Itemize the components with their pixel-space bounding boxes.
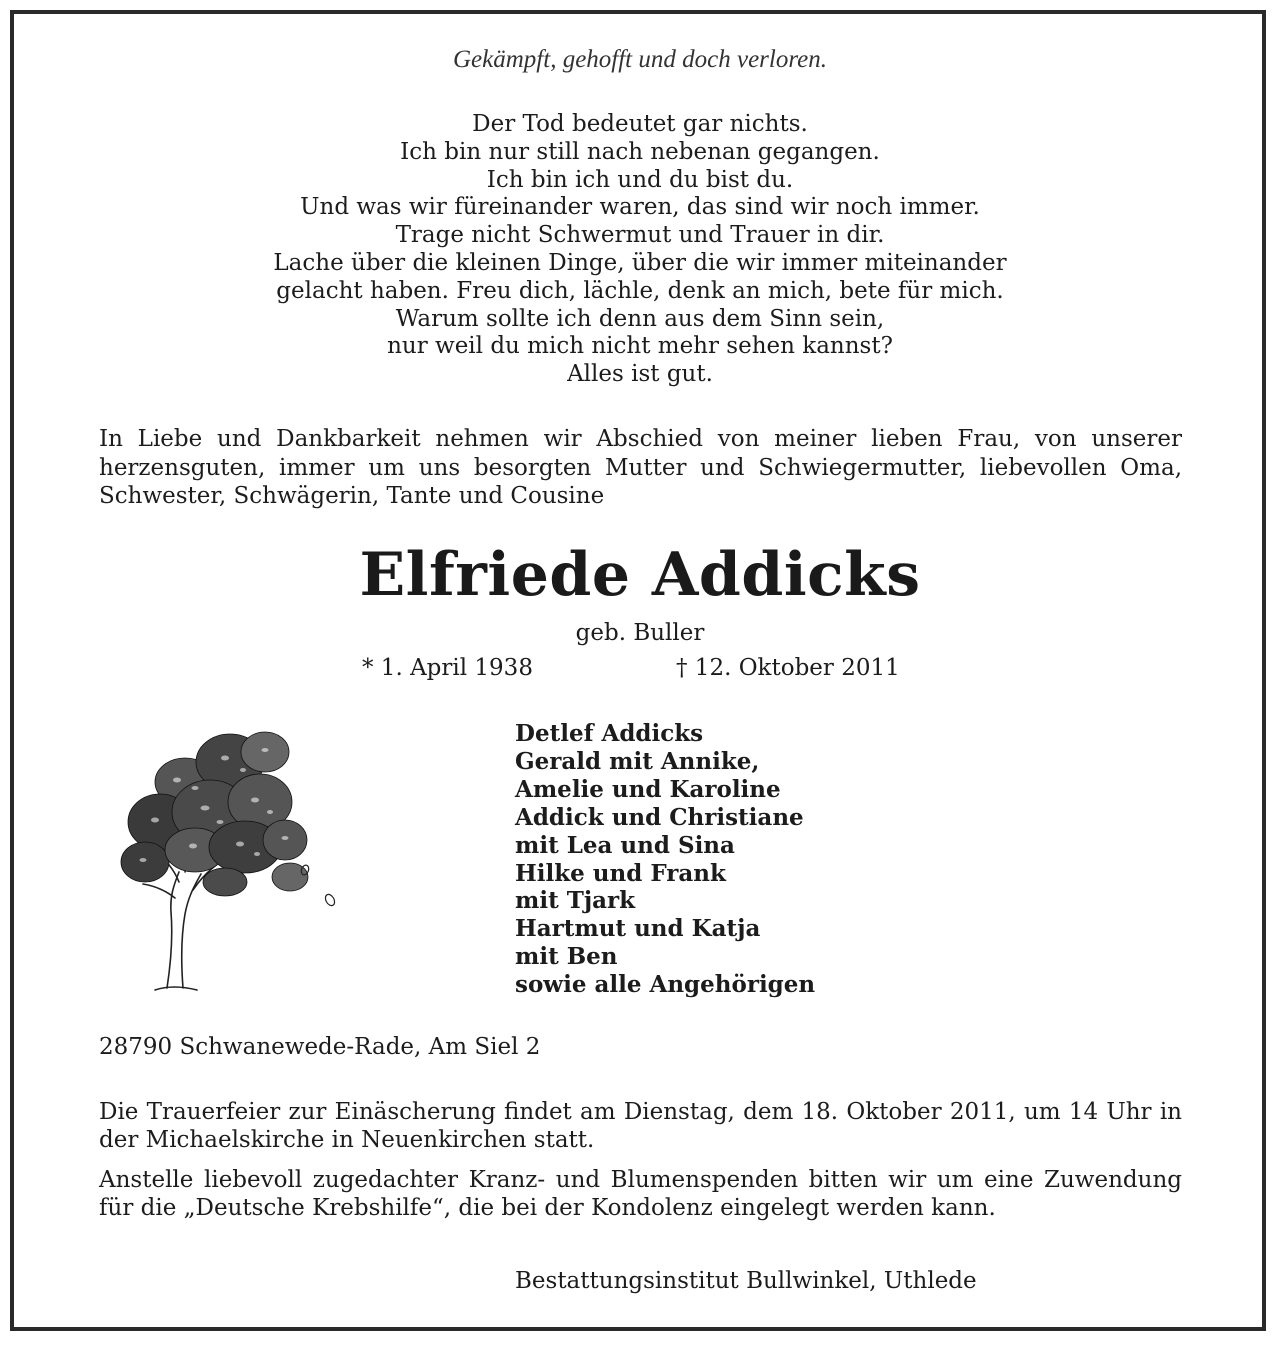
list-item: mit Tjark: [515, 887, 636, 915]
undertaker: Bestattungsinstitut Bullwinkel, Uthlede: [515, 1268, 977, 1294]
motto: Gekämpft, gehofft und doch verloren.: [453, 46, 827, 73]
poem-line: Der Tod bedeutet gar nichts.: [472, 111, 808, 137]
deceased-name: Elfriede Addicks: [359, 540, 921, 610]
mourners-list: [515, 720, 815, 999]
poem-line: gelacht haben. Freu dich, lächle, denk an mich, bete für mich.: [276, 277, 1004, 304]
poem-line: Ich bin nur still nach nebenan gegangen.: [400, 138, 880, 165]
funeral-notice: Die Trauerfeier zur Einäscherung findet am Dienstag, dem 18. Oktober 2011, um 14 Uhr in der Michaelskirche in Neuenkirchen statt.: [99, 1099, 1182, 1153]
birth-date: * 1. April 1938: [362, 655, 533, 681]
poem-line: Warum sollte ich denn aus dem Sinn sein,: [395, 305, 885, 332]
list-item: Detlef Addicks: [515, 720, 704, 747]
intro-paragraph: In Liebe und Dankbarkeit nehmen wir Abschied von meiner lieben Frau, von unserer herzensguten, immer um uns besorgten Mutter und Schwiegermutter, liebevollen Oma, Schwester, Schwägerin, Tante und Cousine: [99, 426, 1182, 509]
address: 28790 Schwanewede-Rade, Am Siel 2: [99, 1034, 541, 1060]
list-item: Hartmut und Katja: [515, 915, 761, 943]
poem-line: nur weil du mich nicht mehr sehen kannst?: [387, 333, 893, 360]
poem-line: Ich bin ich und du bist du.: [486, 166, 794, 193]
list-item: Hilke und Frank: [515, 859, 726, 887]
poem: [0, 111, 1280, 389]
poem-line: Trage nicht Schwermut und Trauer in dir.: [395, 222, 885, 249]
tree-icon: [115, 722, 355, 997]
poem-line: Alles ist gut.: [567, 361, 713, 388]
list-item: mit Ben: [515, 943, 618, 971]
poem-line: Lache über die kleinen Dinge, über die wir immer miteinander: [273, 249, 1007, 276]
poem-line: Und was wir füreinander waren, das sind wir noch immer.: [300, 194, 980, 221]
maiden-name: geb. Buller: [575, 620, 705, 646]
list-item: Gerald mit Annike,: [515, 747, 760, 775]
list-item: Addick und Christiane: [515, 803, 804, 831]
death-date: † 12. Oktober 2011: [676, 655, 900, 681]
list-item: mit Lea und Sina: [515, 831, 735, 859]
list-item: Amelie und Karoline: [515, 775, 781, 803]
list-item: sowie alle Angehörigen: [515, 971, 816, 999]
donation-notice: Anstelle liebevoll zugedachter Kranz- und Blumenspenden bitten wir um eine Zuwendung für die „Deutsche Krebshilfe“, die bei der Kondolenz eingelegt werden kann.: [99, 1167, 1182, 1221]
